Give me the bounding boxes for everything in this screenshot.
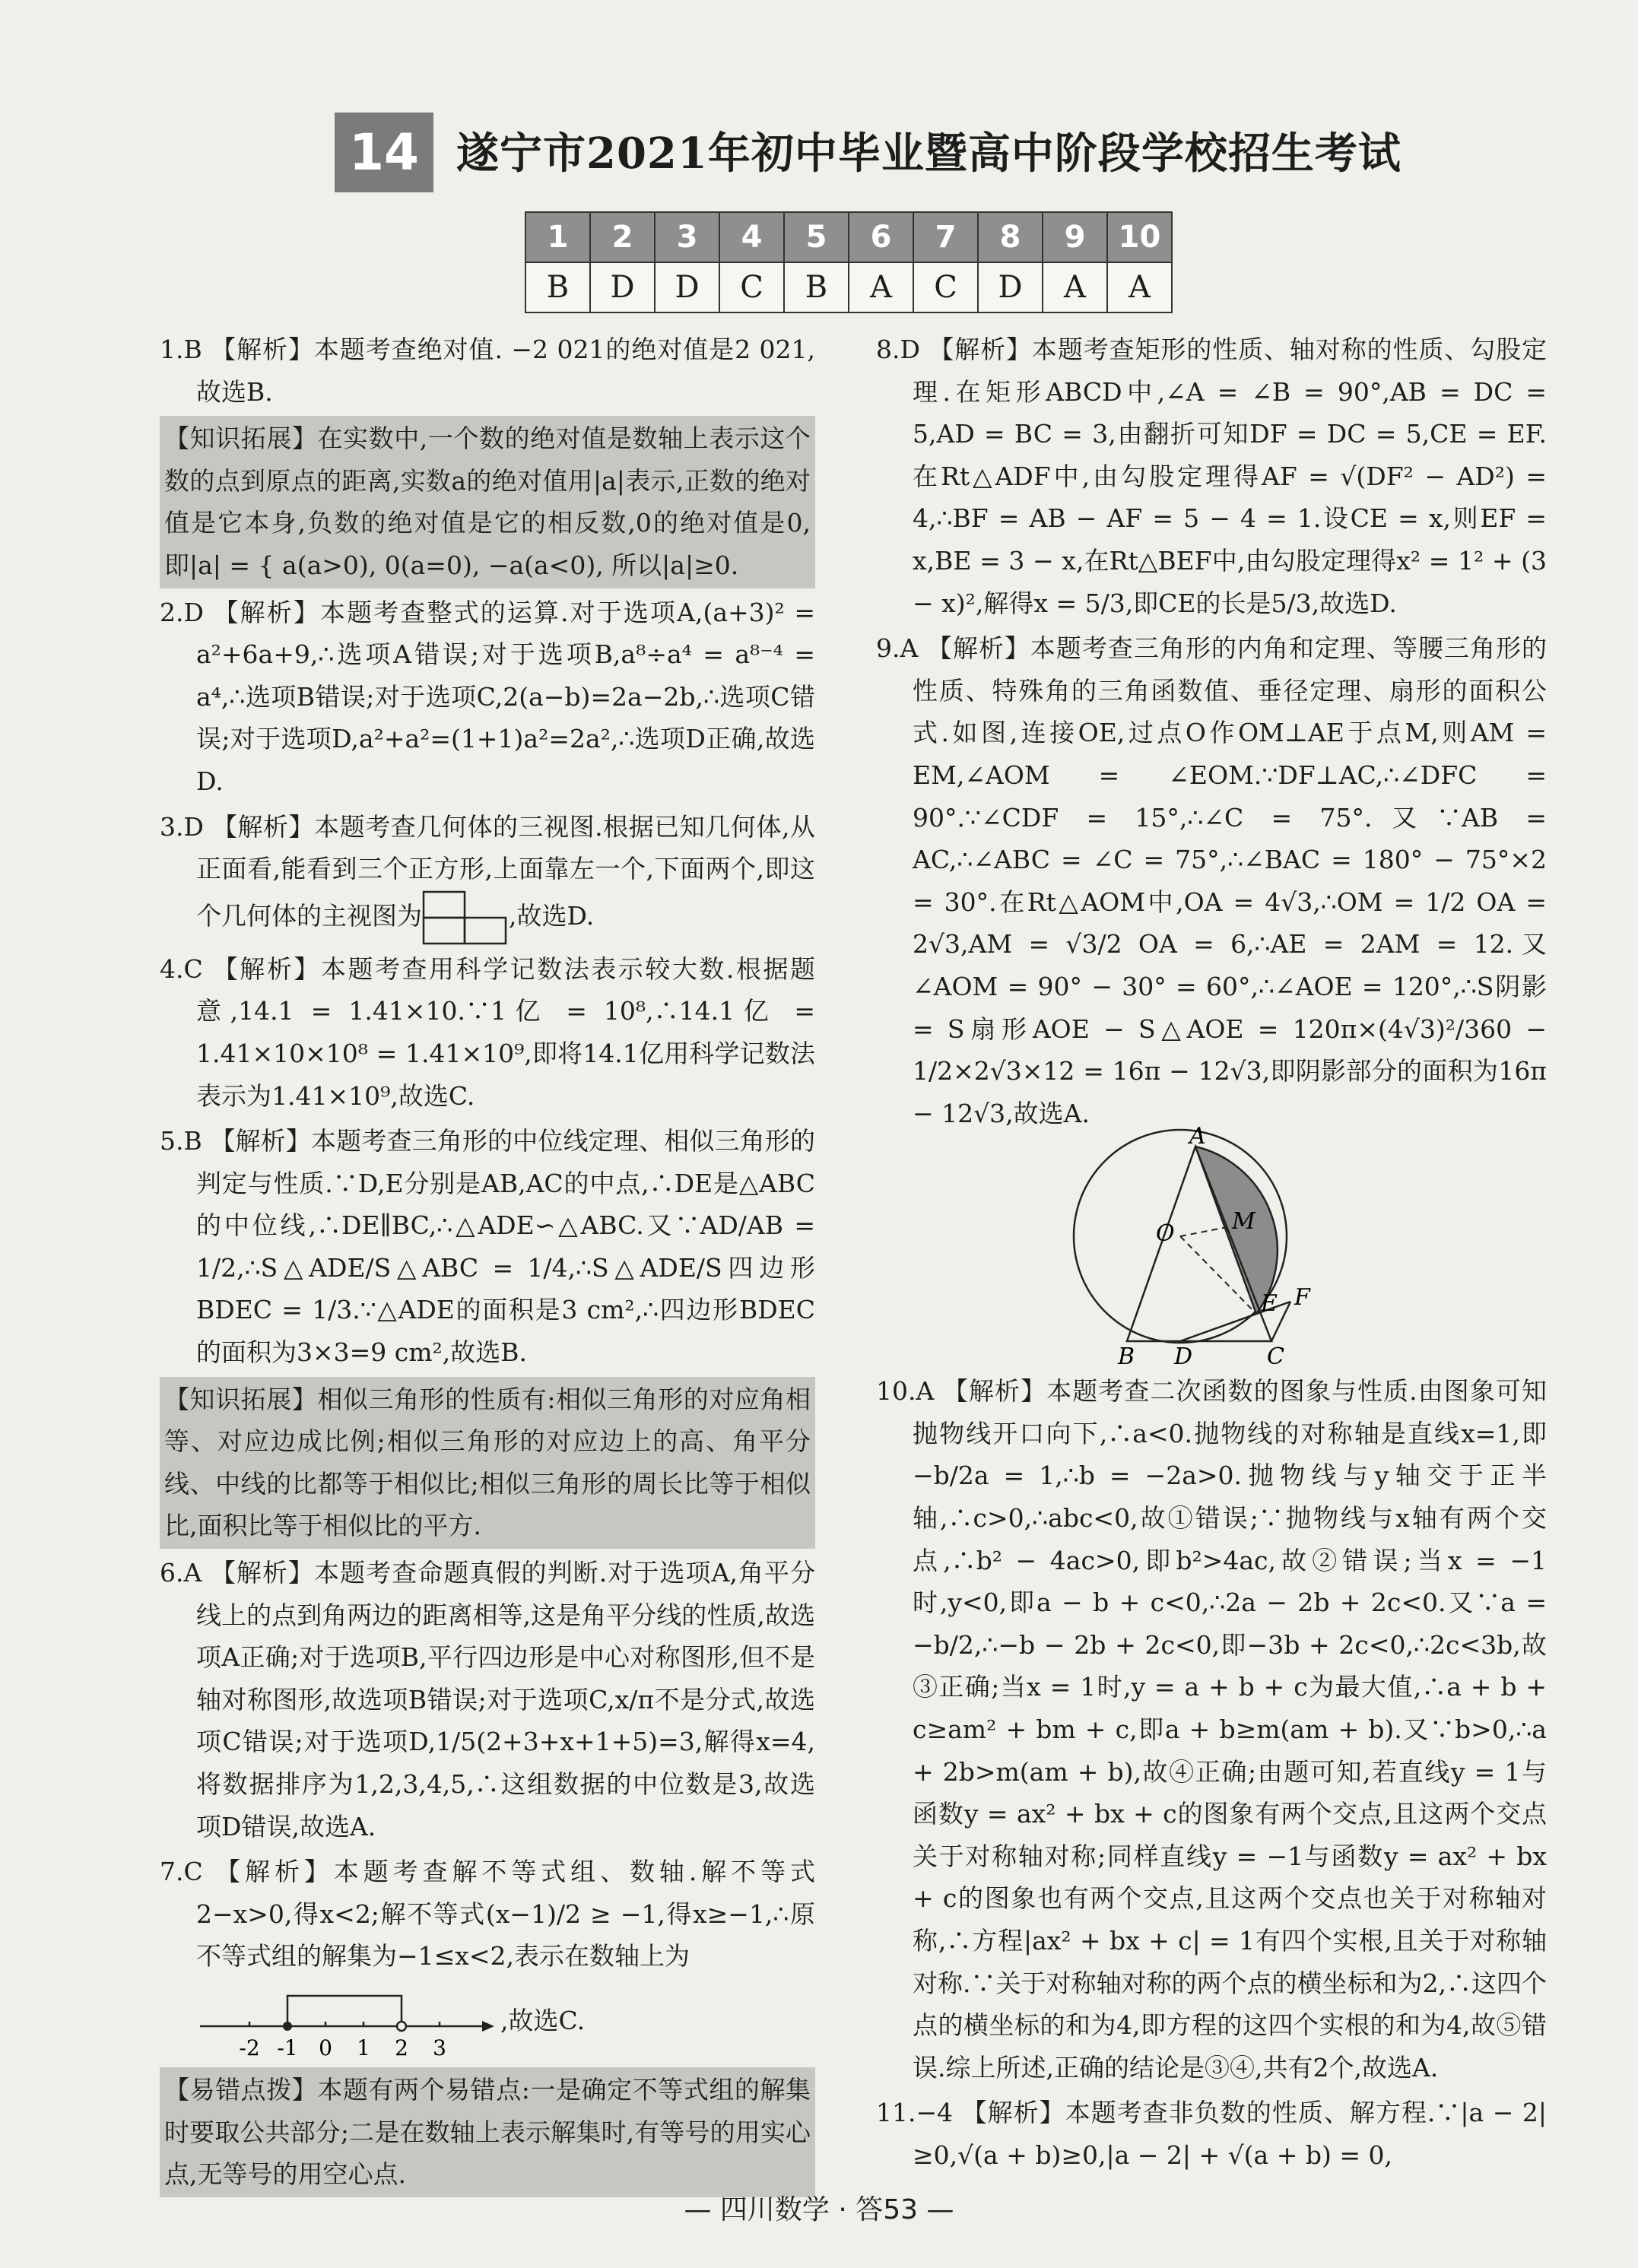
solution-q11: 11.−4 【解析】本题考查非负数的性质、解方程.∵|a − 2|≥0,√(a + b)≥0,|a − 2| + √(a + b) = 0, bbox=[876, 2098, 1547, 2170]
tick-label: -1 bbox=[277, 2035, 298, 2060]
number-line-row bbox=[160, 1981, 815, 2064]
page-header bbox=[335, 113, 1402, 196]
answer-value: A bbox=[849, 262, 913, 312]
page-footer: — 四川数学 · 答53 — bbox=[684, 2194, 954, 2225]
solution-q7: 7.C 【解析】本题考查解不等式组、数轴.解不等式2−x>0,得x<2;解不等式(x−1)/2 ≥ −1,得x≥−1,∴原不等式组的解集为−1≤x<2,表示在数轴上为 bbox=[160, 1857, 815, 1971]
chapter-badge: 14 bbox=[335, 113, 433, 192]
answer-number: 4 bbox=[719, 212, 784, 262]
answer-value: D bbox=[655, 262, 719, 312]
answer-number: 9 bbox=[1043, 212, 1107, 262]
point-label-D: D bbox=[1174, 1343, 1193, 1371]
answer-number: 8 bbox=[978, 212, 1043, 262]
answer-numbers-row bbox=[525, 212, 1172, 262]
solution-q5: 5.B 【解析】本题考查三角形的中位线定理、相似三角形的判定与性质.∵D,E分别是AB,AC的中点,∴DE是△ABC的中位线,∴DE∥BC,∴△ADE∽△ABC.又∵AD/AB = 1/2,∴S△ADE/S△ABC = 1/4,∴S△ADE/S四边形BDEC = 1/3.∵△ADE的面积是3 cm²,∴四边形BDEC的面积为3×3=9 cm²,故选B. bbox=[160, 1126, 815, 1368]
knowledge-tip-q1: 【知识拓展】在实数中,一个数的绝对值是数轴上表示这个数的点到原点的距离,实数a的绝对值用|a|表示,正数的绝对值是它本身,负数的绝对值是它的相反数,0的绝对值是0,即|a| = { a(a>0), 0(a=0), −a(a<0), 所以|a|≥0. bbox=[160, 416, 815, 588]
answer-number: 1 bbox=[525, 212, 590, 262]
circle-geometry-figure bbox=[876, 1123, 1547, 1371]
answer-number: 6 bbox=[849, 212, 913, 262]
answer-number: 2 bbox=[590, 212, 655, 262]
tick-label: 2 bbox=[395, 2035, 408, 2060]
point-label-A: A bbox=[1189, 1123, 1206, 1150]
tick-label: 1 bbox=[357, 2035, 370, 2060]
error-tip-q7: 【易错点拨】本题有两个易错点:一是确定不等式组的解集时要取公共部分;二是在数轴上表示解集时,有等号的用实心点,无等号的用空心点. bbox=[160, 2067, 815, 2197]
answer-value: A bbox=[1043, 262, 1107, 312]
answer-value: D bbox=[978, 262, 1043, 312]
page-title: 遂宁市2021年初中毕业暨高中阶段学校招生考试 bbox=[456, 128, 1402, 179]
answer-number: 10 bbox=[1107, 212, 1172, 262]
answer-number: 7 bbox=[913, 212, 978, 262]
front-view-figure bbox=[422, 890, 509, 945]
solution-q3-end: ,故选D. bbox=[509, 900, 595, 931]
left-column bbox=[160, 328, 815, 2200]
answer-value: B bbox=[784, 262, 849, 312]
solution-q2: 2.D 【解析】本题考查整式的运算.对于选项A,(a+3)² = a²+6a+9,∴选项A错误;对于选项B,a⁸÷a⁴ = a⁸⁻⁴ = a⁴,∴选项B错误;对于选项C,2(a−b)=2a−2b,∴选项C错误;对于选项D,a²+a²=(1+1)a²=2a²,∴选项D正确,故选D. bbox=[160, 597, 815, 796]
solution-q10: 10.A 【解析】本题考查二次函数的图象与性质.由图象可知抛物线开口向下,∴a<0.抛物线的对称轴是直线x=1,即−b/2a = 1,∴b = −2a>0.抛物线与y轴交于正半轴,∴c>0,∴abc<0,故①错误;∵抛物线与x轴有两个交点,∴b² − 4ac>0,即b²>4ac,故②错误;当x = −1时,y<0,即a − b + c<0,∴2a − 2b + 2c<0.又∵a = −b/2,∴−b − 2b + 2c<0,即−3b + 2c<0,∴2c<3b,故③正确;当x = 1时,y = a + b + c为最大值,∴a + b + c≥am² + bm + c,即a + b≥m(am + b).又∵b>0,∴a + 2b>m(am + b),故④正确;由题可知,若直线y = 1与函数y = ax² + bx + c的图象有两个交点,且这两个交点关于对称轴对称;同样直线y = −1与函数y = ax² + bx + c的图象也有两个交点,且这两个交点也关于对称轴对称,∴方程|ax² + bx + c| = 1有四个实根,且关于对称轴对称.∵关于对称轴对称的两个点的横坐标和为2,∴这四个点的横坐标的和为4,即方程的这四个实根的和为4,故⑤错误.综上所述,正确的结论是③④,共有2个,故选A. bbox=[876, 1376, 1547, 2082]
answer-value: A bbox=[1107, 262, 1172, 312]
point-label-C: C bbox=[1267, 1343, 1284, 1371]
point-label-O: O bbox=[1156, 1220, 1175, 1248]
solution-q7-end: ,故选C. bbox=[500, 2005, 586, 2035]
solution-q9: 9.A 【解析】本题考查三角形的内角和定理、等腰三角形的性质、特殊角的三角函数值、垂径定理、扇形的面积公式.如图,连接OE,过点O作OM⊥AE于点M,则AM = EM,∠AOM = ∠EOM.∵DF⊥AC,∴∠DFC = 90°.∵∠CDF = 15°,∴∠C = 75°.又∵AB = AC,∴∠ABC = ∠C = 75°,∴∠BAC = 180° − 75°×2 = 30°.在Rt△AOM中,OA = 4√3,∴OM = 1/2 OA = 2√3,AM = √3/2 OA = 6,∴AE = 2AM = 12.又∠AOM = 90° − 30° = 60°,∴∠AOE = 120°,∴S阴影 = S扇形AOE − S△AOE = 120π×(4√3)²/360 − 1/2×2√3×12 = 16π − 12√3,即阴影部分的面积为16π − 12√3,故选A. bbox=[876, 633, 1547, 1128]
answer-value: D bbox=[590, 262, 655, 312]
solution-q4: 4.C 【解析】本题考查用科学记数法表示较大数.根据题意,14.1 = 1.41×10.∵1亿 = 10⁸,∴14.1亿 = 1.41×10×10⁸ = 1.41×10⁹,即将14.1亿用科学记数法表示为1.41×10⁹,故选C. bbox=[160, 953, 815, 1111]
answer-values-row bbox=[525, 262, 1172, 312]
answer-table bbox=[525, 211, 1173, 313]
answer-number: 3 bbox=[655, 212, 719, 262]
answer-value: C bbox=[913, 262, 978, 312]
solution-q3-text: 3.D 【解析】本题考查几何体的三视图.根据已知几何体,从正面看,能看到三个正方形,上面靠左一个,下面两个,即这个几何体的主视图为 bbox=[160, 811, 815, 931]
tick-label: -2 bbox=[239, 2035, 260, 2060]
point-label-B: B bbox=[1118, 1343, 1135, 1371]
knowledge-tip-q5: 【知识拓展】相似三角形的性质有:相似三角形的对应角相等、对应边成比例;相似三角形的对应边上的高、角平分线、中线的比都等于相似比;相似三角形的周长比等于相似比,面积比等于相似比的平方. bbox=[160, 1377, 815, 1549]
tick-label: 3 bbox=[433, 2035, 446, 2060]
point-label-M: M bbox=[1232, 1208, 1255, 1236]
tick-label: 0 bbox=[319, 2035, 332, 2060]
answer-value: B bbox=[525, 262, 590, 312]
solution-q3 bbox=[160, 806, 815, 945]
number-line-figure bbox=[196, 1981, 500, 2064]
answer-number: 5 bbox=[784, 212, 849, 262]
solution-q1: 1.B 【解析】本题考查绝对值. −2 021的绝对值是2 021,故选B. bbox=[160, 335, 815, 407]
answer-value: C bbox=[719, 262, 784, 312]
solution-q8: 8.D 【解析】本题考查矩形的性质、轴对称的性质、勾股定理.在矩形ABCD中,∠A = ∠B = 90°,AB = DC = 5,AD = BC = 3,由翻折可知DF = DC = 5,CE = EF.在Rt△ADF中,由勾股定理得AF = √(DF² − AD²) = 4,∴BF = AB − AF = 5 − 4 = 1.设CE = x,则EF = x,BE = 3 − x,在Rt△BEF中,由勾股定理得x² = 1² + (3 − x)²,解得x = 5/3,即CE的长是5/3,故选D. bbox=[876, 335, 1547, 618]
right-column bbox=[876, 328, 1547, 2180]
point-label-F: F bbox=[1294, 1284, 1310, 1312]
point-label-E: E bbox=[1261, 1290, 1278, 1318]
solution-q6: 6.A 【解析】本题考查命题真假的判断.对于选项A,角平分线上的点到角两边的距离相等,这是角平分线的性质,故选项A正确;对于选项B,平行四边形是中心对称图形,但不是轴对称图形,故选项B错误;对于选项C,x/π不是分式,故选项C错误;对于选项D,1/5(2+3+x+1+5)=3,解得x=4,将数据排序为1,2,3,4,5,∴这组数据的中位数是3,故选项D错误,故选A. bbox=[160, 1558, 815, 1841]
